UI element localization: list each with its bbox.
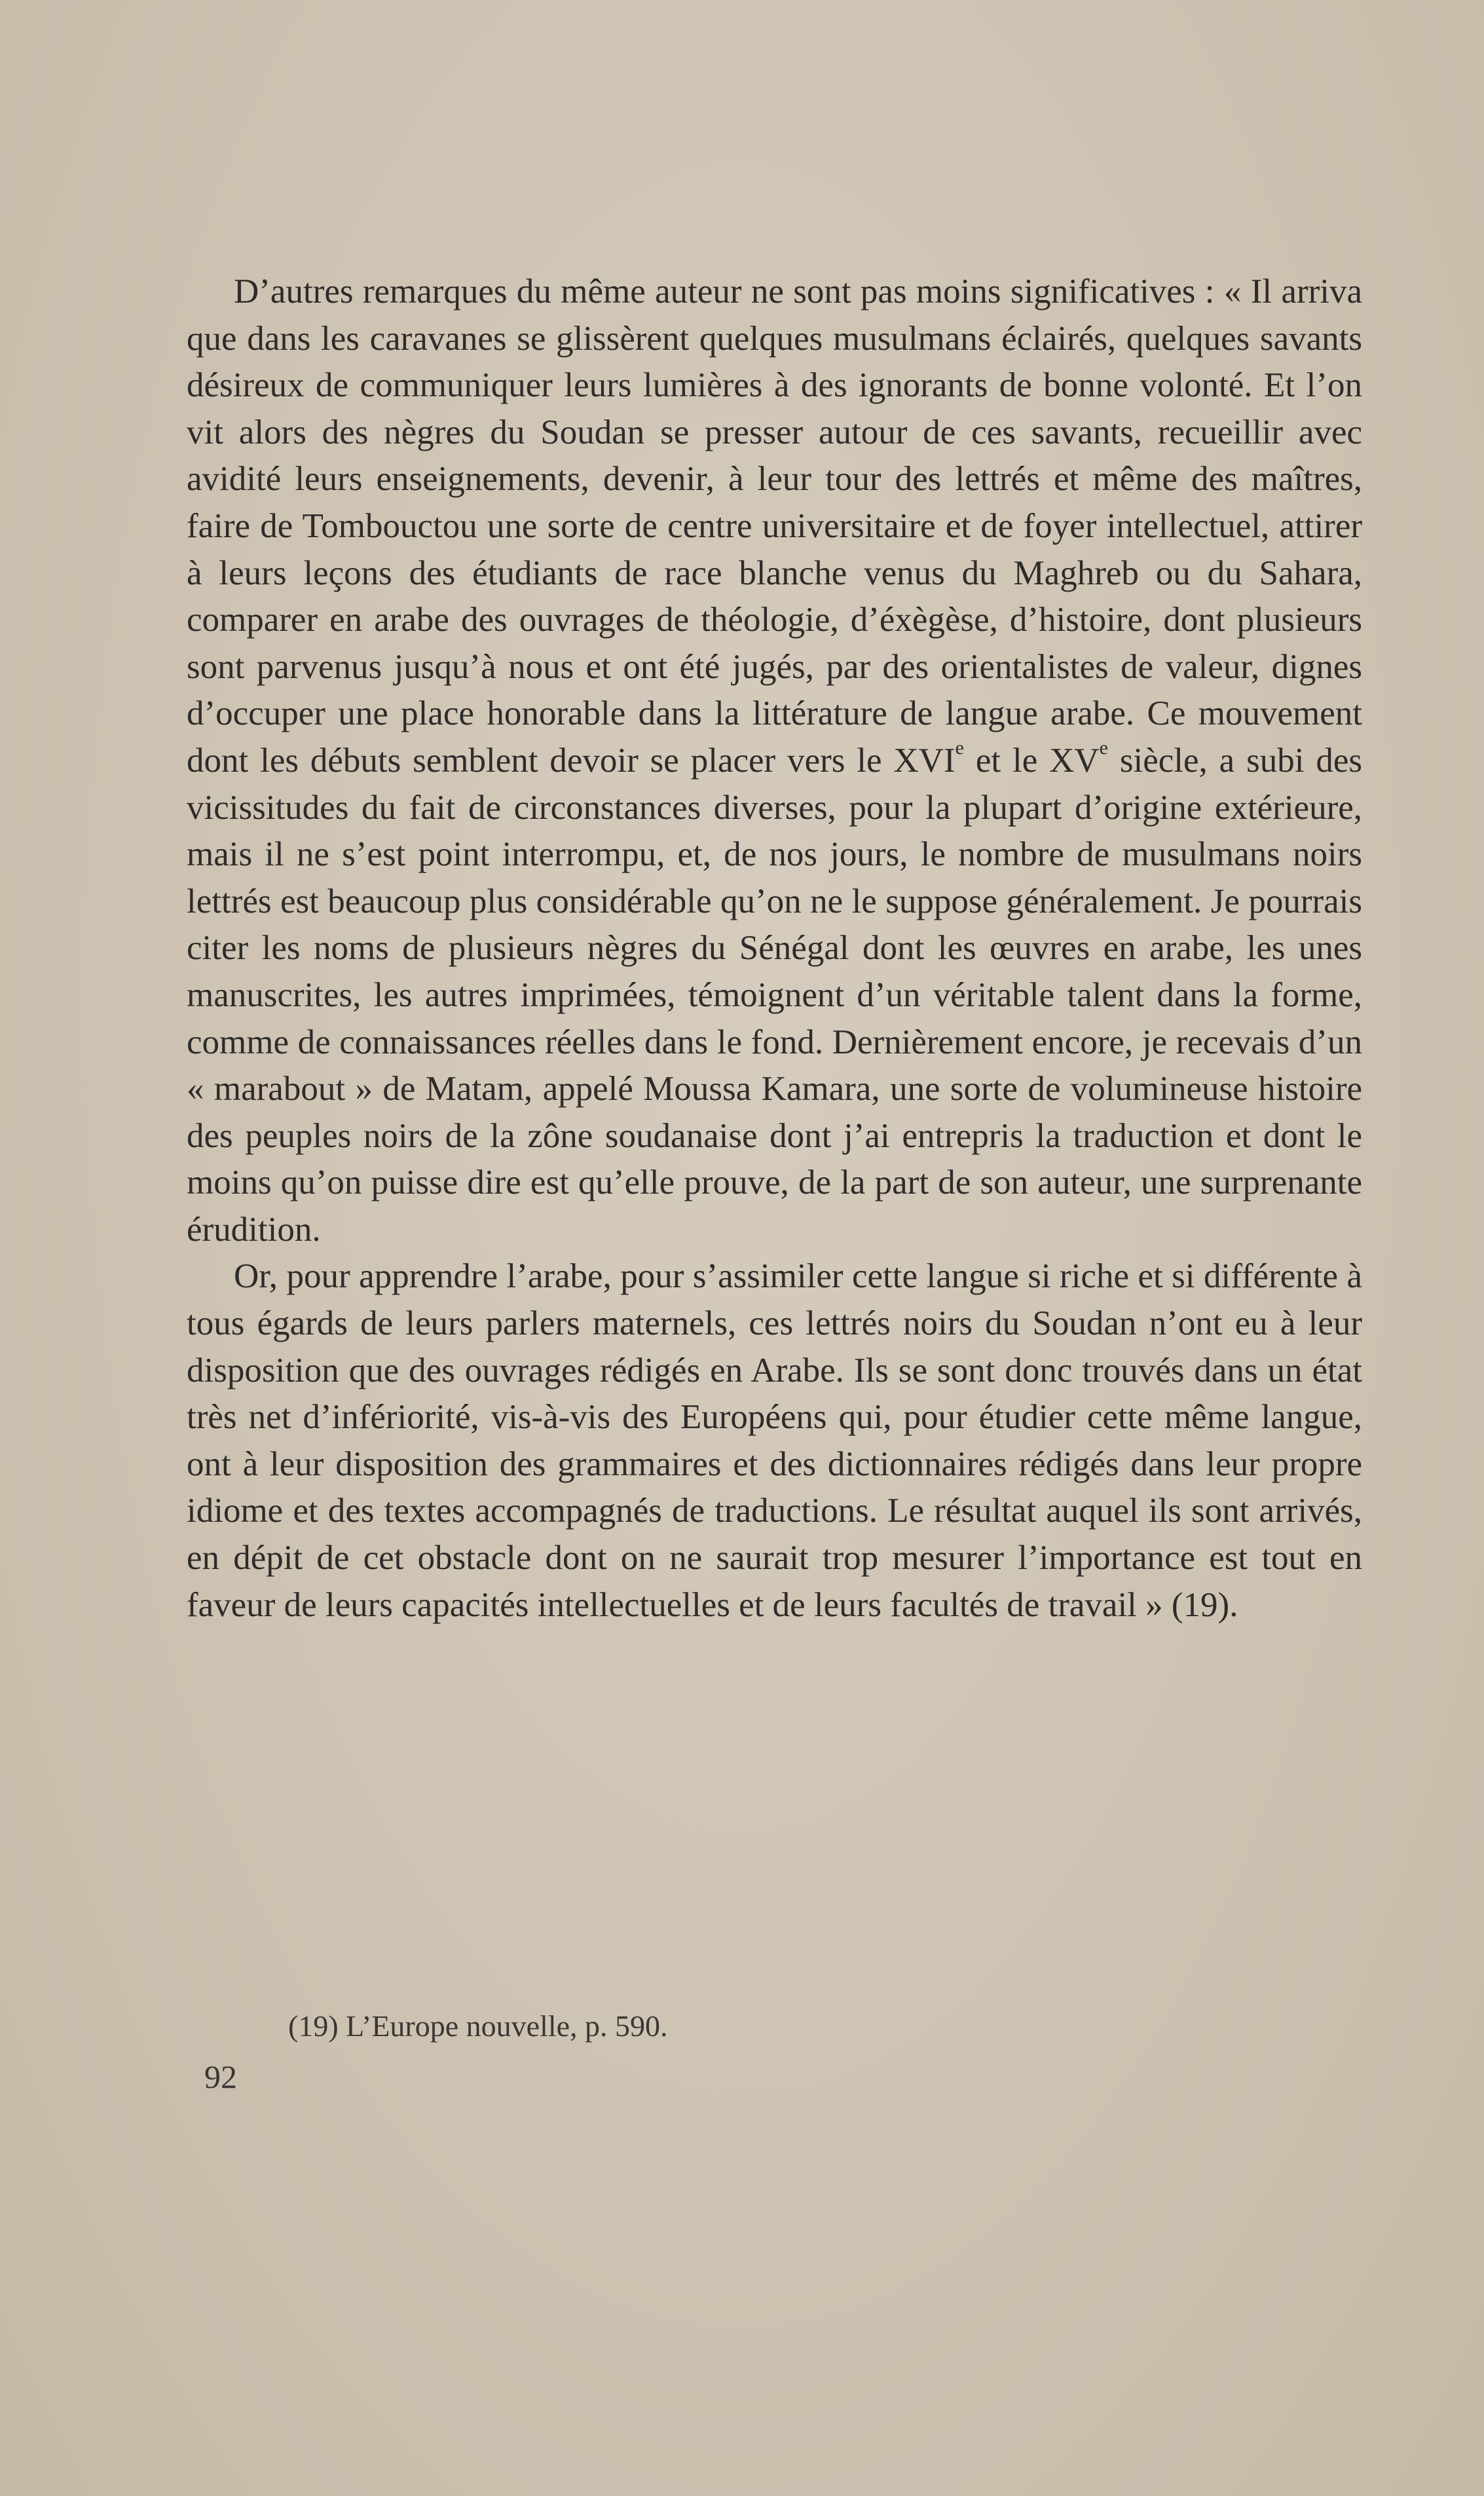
paragraph-1-part-2: et le XV: [963, 741, 1100, 780]
paragraph-2: [187, 1253, 1362, 1629]
body-text: [187, 269, 1362, 1629]
page-number: 92: [204, 2058, 237, 2095]
footnote: (19) L’Europe nouvelle, p. 590.: [288, 2009, 668, 2043]
paragraph-1-part-3: siècle, a subi des vicissitudes du fait de circonstances diverses, pour la plupart d’origine extérieure, mais il ne s’est point interrompu, et, de nos jours, le nombre de musulmans noirs lettrés est beaucoup plus considérable qu’on ne le suppose généralement. Je pourrais citer les noms de plusieurs nègres du Sénégal dont les œuvres en arabe, les unes manuscrites, les autres imprimées, témoignent d’un véritable talent dans la forme, comme de connaissances réelles dans le fond. Dernièrement encore, je recevais d’un « marabout » de Matam, appelé Moussa Kamara, une sorte de volumineuse histoire des peuples noirs de la zône soudanaise dont j’ai entrepris la traduction et dont le moins qu’on puisse dire est qu’elle prouve, de la part de son auteur, une surprenante érudition.: [187, 741, 1362, 1249]
century-superscript-2: e: [1099, 736, 1108, 759]
paragraph-1-part-1: D’autres remarques du même auteur ne sont pas moins significatives : « Il arriva que dans les caravanes se glissèrent quelques musulmans éclairés, quelques savants désireux de communiquer leurs lumières à des ignorants de bonne volonté. Et l’on vit alors des nègres du Soudan se presser autour de ces savants, recueillir avec avidité leurs enseignements, devenir, à leur tour des lettrés et même des maîtres, faire de Tombouctou une sorte de centre universitaire et de foyer intellectuel, attirer à leurs leçons des étudiants de race blanche venus du Maghreb ou du Sahara, comparer en arabe des ouvrages de théologie, d’éxègèse, d’histoire, dont plusieurs sont parvenus jusqu’à nous et ont été jugés, par des orientalistes de valeur, dignes d’occuper une place honorable dans la littérature de langue arabe. Ce mouvement dont les débuts semblent devoir se placer vers le XVI: [187, 273, 1362, 780]
paragraph-1: [187, 269, 1362, 1253]
paragraph-2-text: Or, pour apprendre l’arabe, pour s’assimiler cette langue si riche et si différente à tous égards de leurs parlers maternels, ces lettrés noirs du Soudan n’ont eu à leur disposition que des ouvrages rédigés en Arabe. Ils se sont donc trouvés dans un état très net d’infériorité, vis-à-vis des Européens qui, pour étudier cette même langue, ont à leur disposition des grammaires et des dictionnaires rédigés dans leur propre idiome et des textes accompagnés de traductions. Le résultat auquel ils sont arrivés, en dépit de cet obstacle dont on ne saurait trop mesurer l’importance est tout en faveur de leurs capacités intellectuelles et de leurs facultés de travail » (19).: [187, 1257, 1362, 1624]
century-superscript-1: e: [955, 736, 964, 759]
